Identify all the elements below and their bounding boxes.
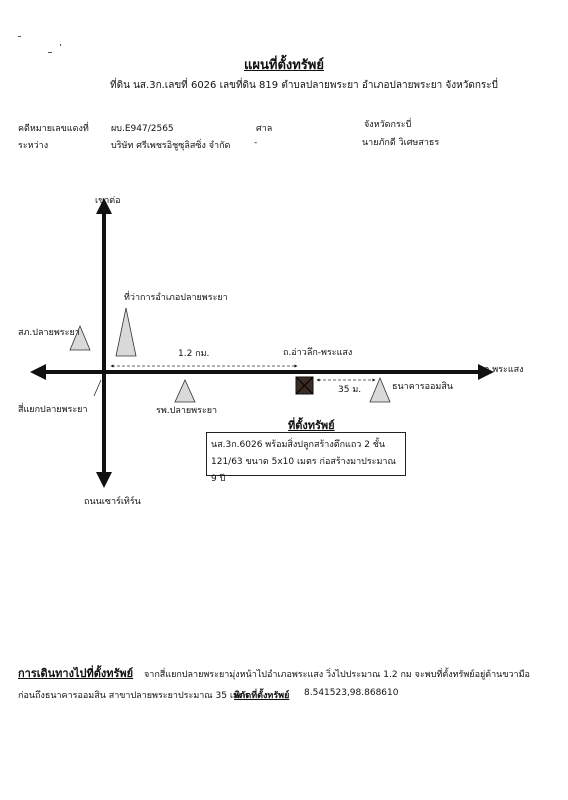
scan-specks [18, 36, 61, 53]
coordinate-value: 8.541523,98.868610 [304, 688, 399, 698]
intersection-pointer [94, 380, 101, 396]
case-number: ผบ.E947/2565 [111, 124, 174, 134]
label-distance-bank: 35 ม. [338, 385, 362, 395]
court-name: จังหวัดกระบี่ [364, 120, 412, 130]
hospital-marker [175, 380, 195, 402]
page-subtitle: ที่ดิน นส.3ก.เลขที่ 6026 เลขที่ดิน 819 ตำบลปลายพระยา อำเภอปลายพระยา จังหวัดกระบี่ [109, 80, 499, 91]
district-office-marker [116, 308, 136, 356]
route-line-2: ก่อนถึงธนาคารออมสิน สาขาปลายพระยาประมาณ 35 เมตร [18, 691, 250, 701]
bank-marker [370, 378, 390, 402]
property-line-1: นส.3ก.6026 พร้อมสิ่งปลูกสร้างตึกแถว 2 ชั้น [211, 440, 386, 450]
page-title: แผนที่ตั้งทรัพย์ [244, 58, 324, 73]
label-police: สภ.ปลายพระยา [18, 328, 80, 338]
label-distance-intersection: 1.2 กม. [178, 349, 210, 359]
property-marker [296, 377, 313, 394]
property-details-box [206, 432, 406, 484]
label-hospital: รพ.ปลายพระยา [156, 406, 218, 416]
coordinate-label: พิกัดที่ตั้งทรัพย์ [234, 691, 290, 701]
label-north: เขาต่อ [95, 196, 121, 206]
label-intersection: สี่แยกปลายพระยา [18, 405, 88, 415]
label-road: ถ.อ่าวลึก-พระแสง [283, 348, 353, 358]
route-heading: การเดินทางไปที่ตั้งทรัพย์ [18, 667, 134, 680]
route-line-1: จากสี่แยกปลายพระยามุ่งหน้าไปอำเภอพระแสง วิ่งไปประมาณ 1.2 กม จะพบที่ตั้งทรัพย์อยู่ด้านขวามือ [144, 670, 530, 680]
property-line-2: 121/63 ขนาด 5x10 เมตร ก่อสร้างมาประมาณ 9 ปี [211, 457, 396, 484]
label-south: ถนนเซาร์เทิร์น [84, 497, 141, 507]
party-separator: - [254, 138, 258, 148]
label-east: อ.พระแสง [484, 365, 524, 375]
property-title: ที่ตั้งทรัพย์ [288, 419, 335, 432]
defendant-name: นายภักดี วิเศษสาธร [362, 138, 440, 148]
label-district-office: ที่ว่าการอำเภอปลายพระยา [124, 293, 228, 303]
label-bank: ธนาคารออมสิน [392, 382, 453, 392]
court-label: ศาล [256, 124, 273, 134]
plaintiff-name: บริษัท ศรีเพชรอิชูซุลิสซิ่ง จำกัด [111, 141, 231, 151]
between-label: ระหว่าง [18, 141, 49, 151]
case-number-label: คดีหมายเลขแดงที่ [18, 124, 89, 134]
